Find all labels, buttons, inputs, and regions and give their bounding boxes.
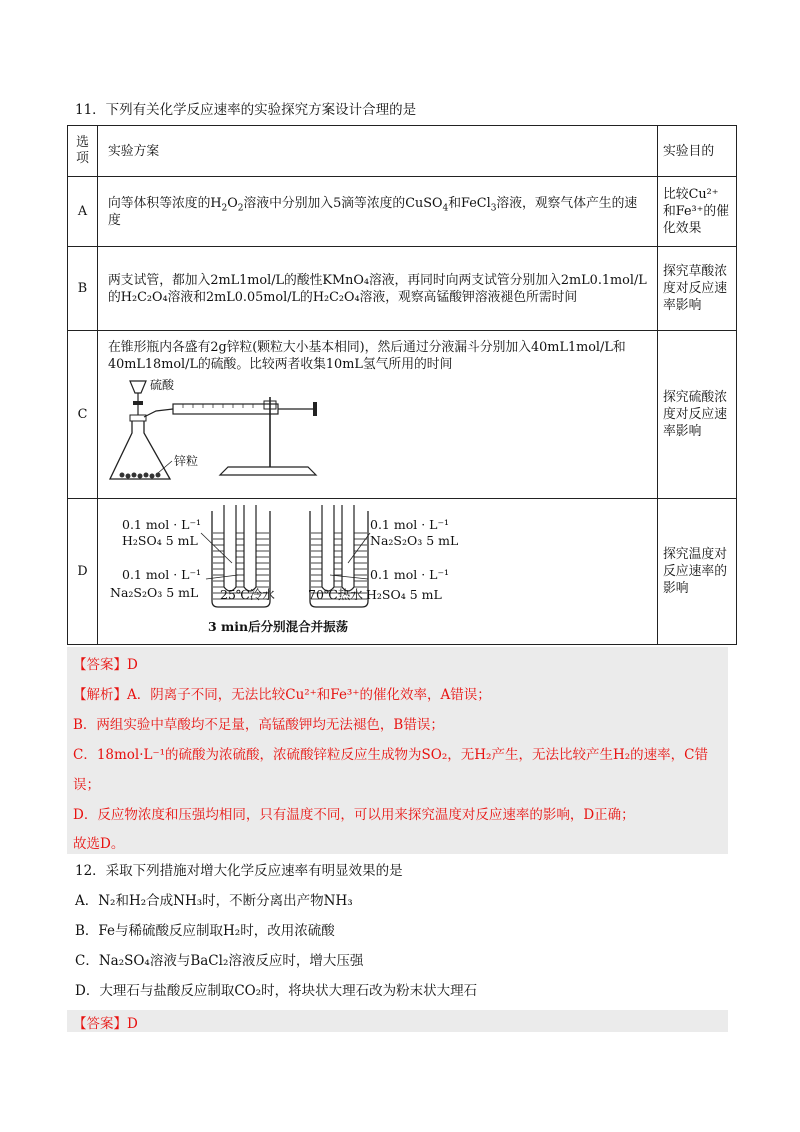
row-option: D: [68, 499, 98, 645]
question-11-title: 11．下列有关化学反应速率的实验探究方案设计合理的是: [75, 102, 417, 118]
analysis-conclusion-block: [67, 832, 728, 854]
row-plan: 向等体积等浓度的$H_2O_2$溶液中分别加入5滴等浓度的CuSO$_4$和FeCl$_3$溶液，观察气体产生的速度: [98, 177, 658, 247]
row-purpose: 比较Cu²⁺和Fe³⁺的催化效果: [658, 177, 737, 247]
zinc-label: 锌粒: [174, 454, 199, 468]
row-option: A: [68, 177, 98, 247]
row-option: C: [68, 331, 98, 499]
analysis-line: 误；: [73, 777, 100, 793]
table-row: [68, 331, 737, 499]
answer-analysis-block: [67, 647, 728, 832]
answer-line: 【答案】D: [73, 657, 138, 673]
right-top-reagent: Na₂S₂O₃ 5 mL: [370, 532, 459, 548]
q12-option-c: C．Na₂SO₄溶液与BaCl₂溶液反应时，增大压强: [75, 953, 364, 969]
header-purpose: 实验目的: [658, 126, 737, 177]
left-top-conc: 0.1 mol · L⁻¹: [122, 516, 202, 532]
temperature-experiment-figure: [102, 503, 472, 641]
row-plan: 两支试管，都加入2mL1mol/L的酸性KMnO₄溶液，再同时向两支试管分别加入2mL0.1mol/L的H₂C₂O₄溶液和2mL0.05mol/L的H₂C₂O₄溶液，观察高锰酸钾溶液褪色所需时间: [98, 247, 658, 331]
q12-answer-block: [67, 1010, 728, 1032]
left-top-reagent: H₂SO₄ 5 mL: [122, 532, 198, 548]
analysis-line: D．反应物浓度和压强均相同，只有温度不同，可以用来探究温度对反应速率的影响，D正确；: [73, 807, 635, 823]
experiment-table: [67, 125, 737, 645]
q12-option-b: B．Fe与稀硫酸反应制取H₂时，改用浓硫酸: [75, 923, 335, 939]
q12-option-a: A．N₂和H₂合成NH₃时，不断分离出产物NH₃: [75, 893, 353, 909]
table-row: [68, 177, 737, 247]
right-bath-label: 70℃热水: [308, 586, 363, 602]
right-top-conc: 0.1 mol · L⁻¹: [370, 516, 450, 532]
row-plan: [98, 499, 658, 645]
row-option: B: [68, 247, 98, 331]
right-bottom-reagent: H₂SO₄ 5 mL: [366, 586, 442, 602]
row-purpose: 探究温度对反应速率的影响: [658, 499, 737, 645]
right-bottom-conc: 0.1 mol · L⁻¹: [370, 566, 450, 582]
answer-line: 【答案】D: [73, 1016, 138, 1032]
analysis-line: 【解析】A．阴离子不同，无法比较Cu²⁺和Fe³⁺的催化效率，A错误；: [73, 687, 491, 703]
zinc-acid-apparatus-figure: [108, 375, 328, 487]
left-bottom-reagent: Na₂S₂O₃ 5 mL: [110, 584, 199, 600]
header-plan: 实验方案: [98, 126, 658, 177]
analysis-line: B．两组实验中草酸均不足量，高锰酸钾均无法褪色，B错误；: [73, 717, 444, 733]
table-row: [68, 499, 737, 645]
acid-label: 硫酸: [150, 378, 175, 392]
analysis-line: 故选D。: [73, 836, 125, 852]
row-purpose: 探究草酸浓度对反应速率影响: [658, 247, 737, 331]
row-plan: 在锥形瓶内各盛有2g锌粒(颗粒大小基本相同)，然后通过分液漏斗分别加入40mL1mol/L和40mL18mol/L的硫酸。比较两者收集10mL氢气所用的时间 硫酸 锌粒: [98, 331, 658, 499]
analysis-line: C．18mol·L⁻¹的硫酸为浓硫酸，浓硫酸锌粒反应生成物为SO₂，无H₂产生，无法比较产生H₂的速率，C错: [73, 747, 708, 763]
figure-caption: 3 min后分别混合并振荡: [208, 618, 349, 634]
table-row: [68, 247, 737, 331]
question-12-title: 12．采取下列措施对增大化学反应速率有明显效果的是: [75, 863, 403, 879]
left-bottom-conc: 0.1 mol · L⁻¹: [122, 566, 202, 582]
header-option: 选项: [68, 126, 98, 177]
q12-option-d: D．大理石与盐酸反应制取CO₂时，将块状大理石改为粉末状大理石: [75, 983, 478, 999]
left-bath-label: 25℃冷水: [220, 586, 275, 602]
row-purpose: 探究硫酸浓度对反应速率影响: [658, 331, 737, 499]
